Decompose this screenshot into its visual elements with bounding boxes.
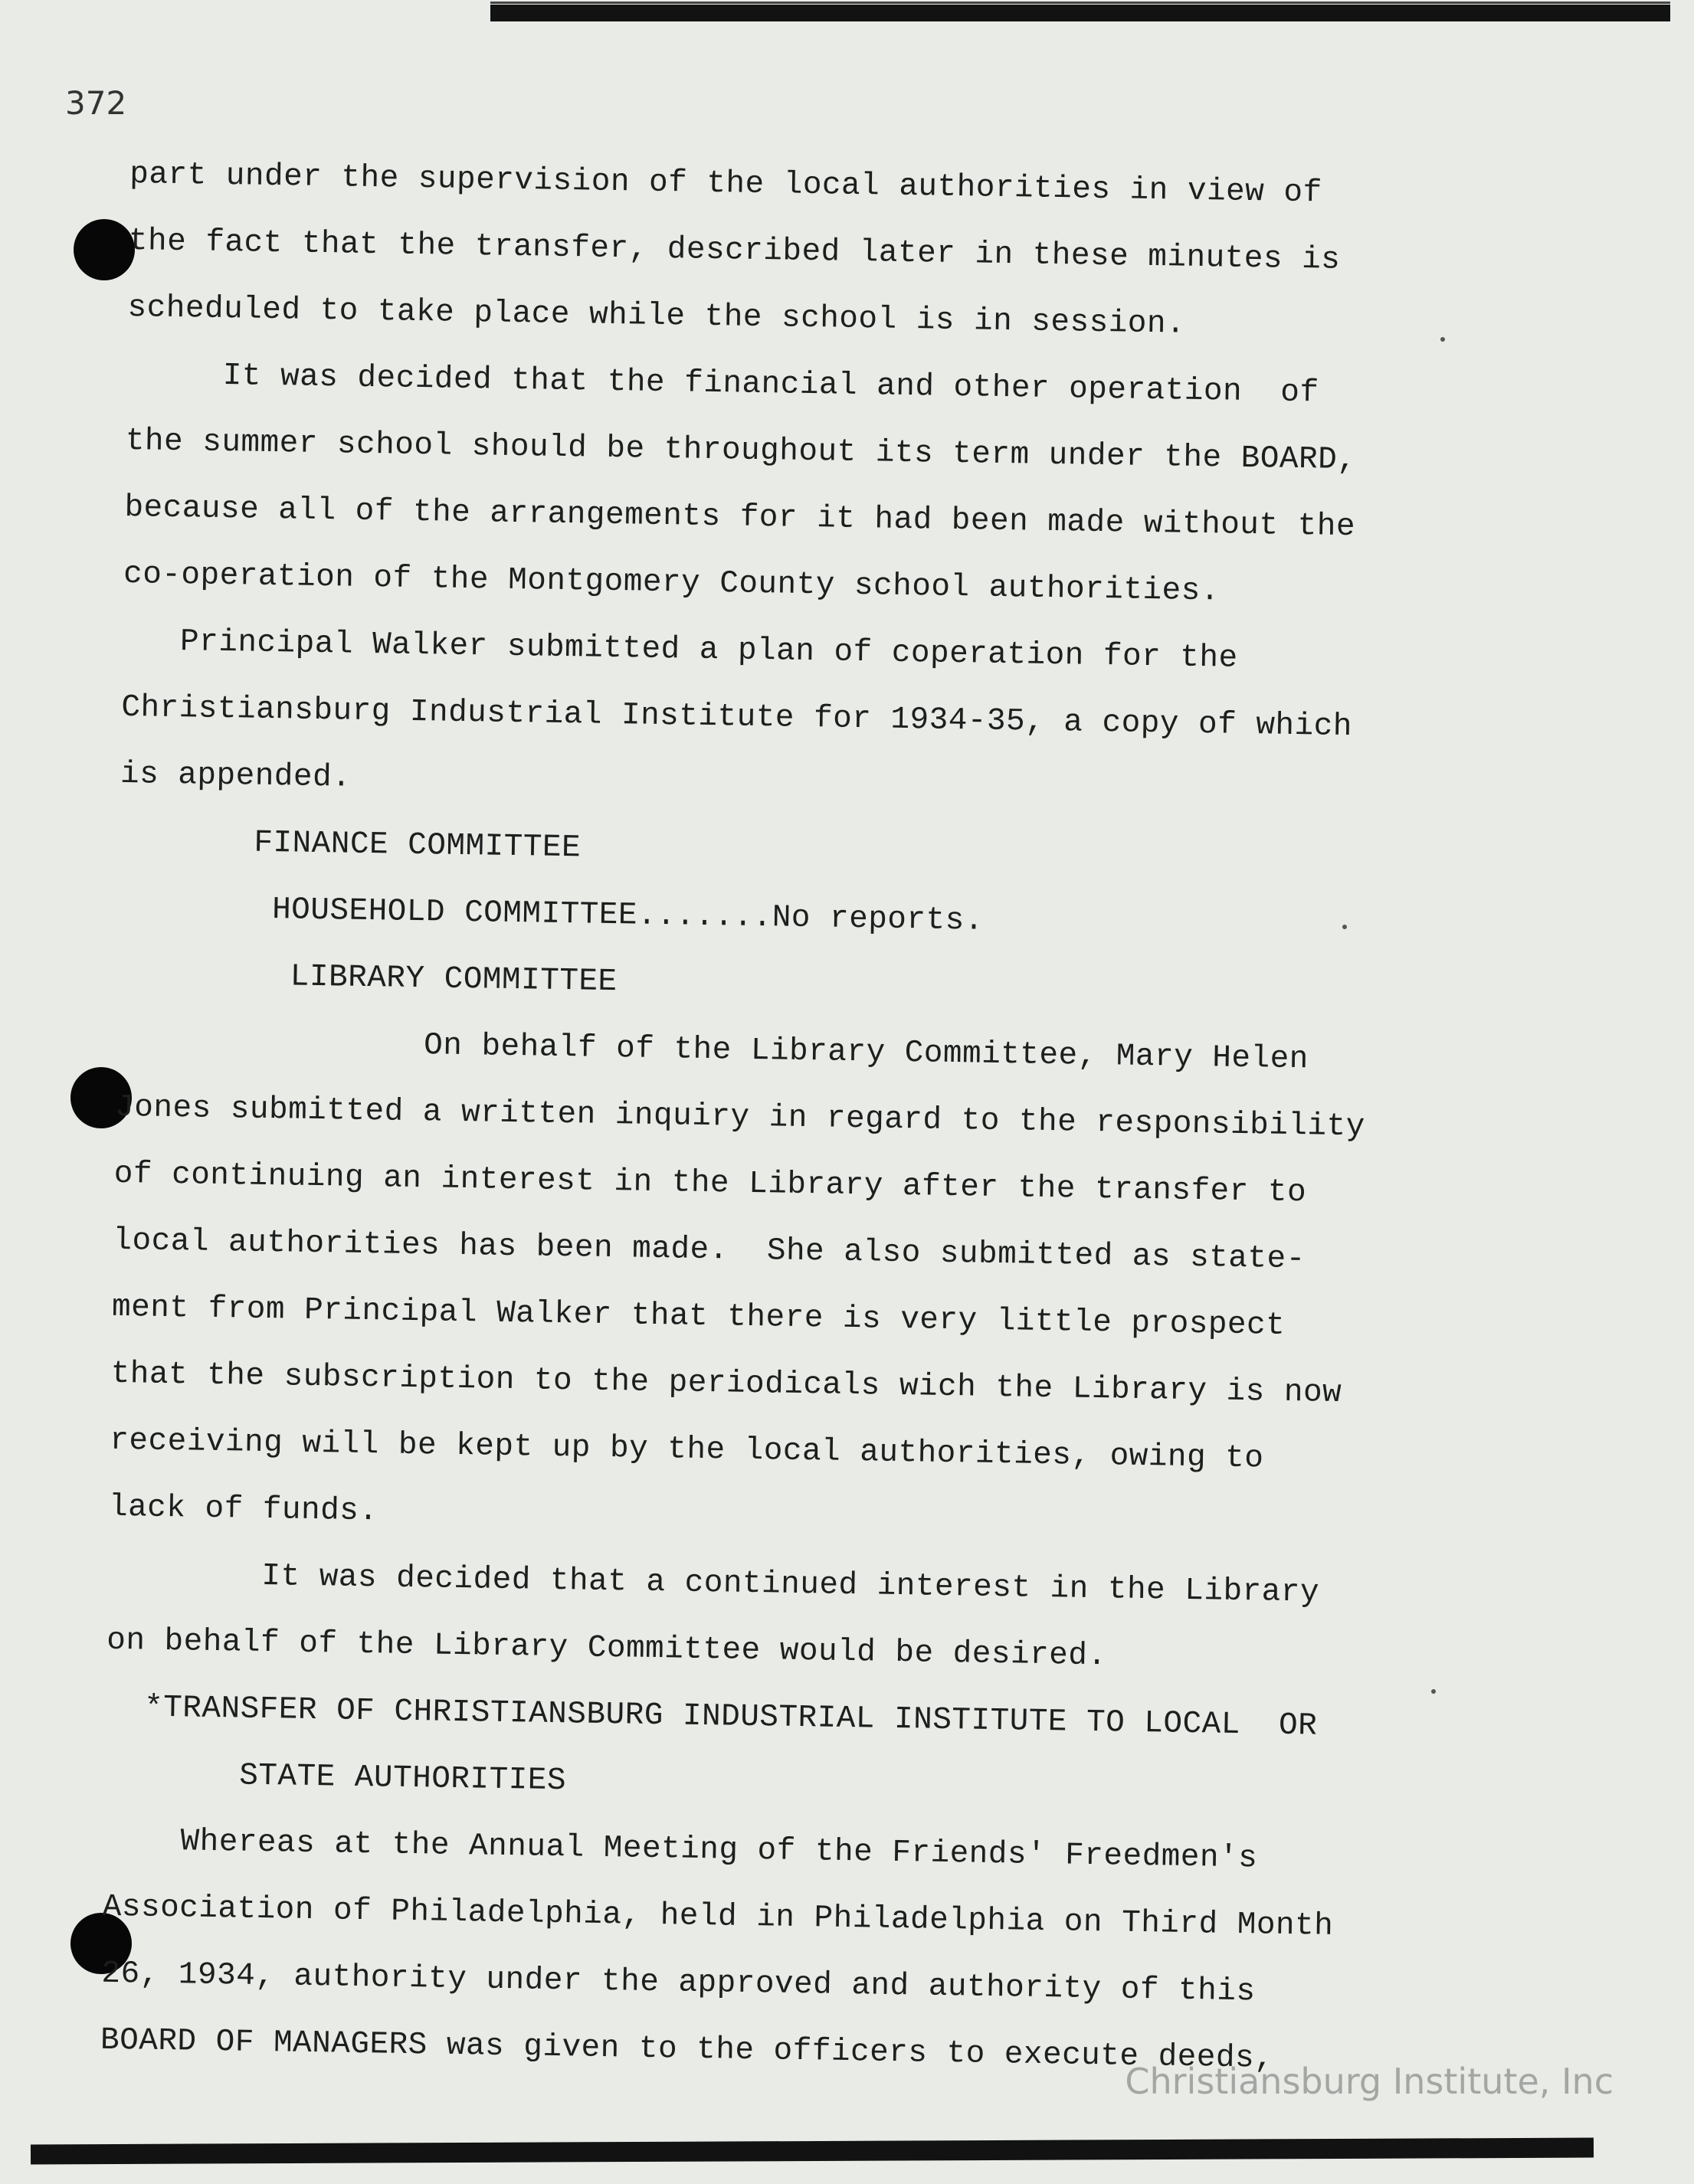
text-line: BOARD OF MANAGERS was given to the officers to execute deeds, — [100, 2022, 1274, 2077]
text-line: 26, 1934, authority under the approved and authority of this — [101, 1956, 1256, 2010]
text-line: On behalf of the Library Committee, Mary Helen — [116, 1023, 1309, 1078]
bottom-border-bar — [31, 2138, 1594, 2165]
text-line: receiving will be kept up by the local authorities, owing to — [109, 1423, 1264, 1477]
section-heading: STATE AUTHORITIES — [104, 1756, 567, 1799]
watermark: Christiansburg Institute, Inc — [1125, 2061, 1614, 2102]
text-line: lack of funds. — [108, 1489, 378, 1530]
text-line: ment from Principal Walker that there is very little prospect — [111, 1289, 1286, 1344]
text-line: It was decided that the financial and other operation of — [126, 356, 1319, 411]
punch-hole-top — [74, 219, 135, 280]
text-line: Principal Walker submitted a plan of coperation for the — [122, 623, 1238, 676]
text-line: on behalf of the Library Committee would be desired. — [106, 1622, 1107, 1675]
committee-heading: FINANCE COMMITTEE — [119, 823, 582, 866]
text-line: scheduled to take place while the school is in session. — [127, 290, 1186, 342]
section-heading: *TRANSFER OF CHRISTIANSBURG INDUSTRIAL INSTITUTE TO LOCAL OR — [105, 1689, 1318, 1744]
page-number: 372 — [65, 84, 127, 122]
text-line: because all of the arrangements for it had been made without the — [124, 490, 1356, 545]
committee-heading: LIBRARY COMMITTEE — [116, 956, 618, 1000]
text-line: part under the supervision of the local authorities in view of — [129, 156, 1322, 211]
top-border-bar — [490, 5, 1670, 21]
text-line: Association of Philadelphia, held in Philadelphia on Third Month — [102, 1889, 1334, 1944]
text-line: Whereas at the Annual Meeting of the Friends' Freedmen's — [103, 1822, 1258, 1877]
top-edge-line — [490, 2, 1670, 4]
text-line: Jones submitted a written inquiry in regard to the responsibility — [114, 1089, 1366, 1145]
text-line: the summer school should be throughout its term under the BOARD, — [125, 423, 1357, 479]
text-line: is appended. — [120, 756, 352, 796]
text-line: It was decided that a continued interest in the Library — [107, 1556, 1320, 1611]
typed-minutes-text — [100, 142, 1463, 2095]
committee-heading: HOUSEHOLD COMMITTEE.......No reports. — [117, 889, 985, 939]
text-line: the fact that the transfer, described later in these minutes is — [128, 223, 1341, 278]
text-line: co-operation of the Montgomery County school authorities. — [123, 556, 1221, 610]
text-line: local authorities has been made. She also submitted as state- — [113, 1223, 1306, 1278]
text-line: Christiansburg Industrial Institute for 1934-35, a copy of which — [121, 689, 1353, 745]
text-line: of continuing an interest in the Library after the transfer to — [113, 1156, 1307, 1211]
text-line: that the subscription to the periodicals wich the Library is now — [110, 1356, 1342, 1412]
